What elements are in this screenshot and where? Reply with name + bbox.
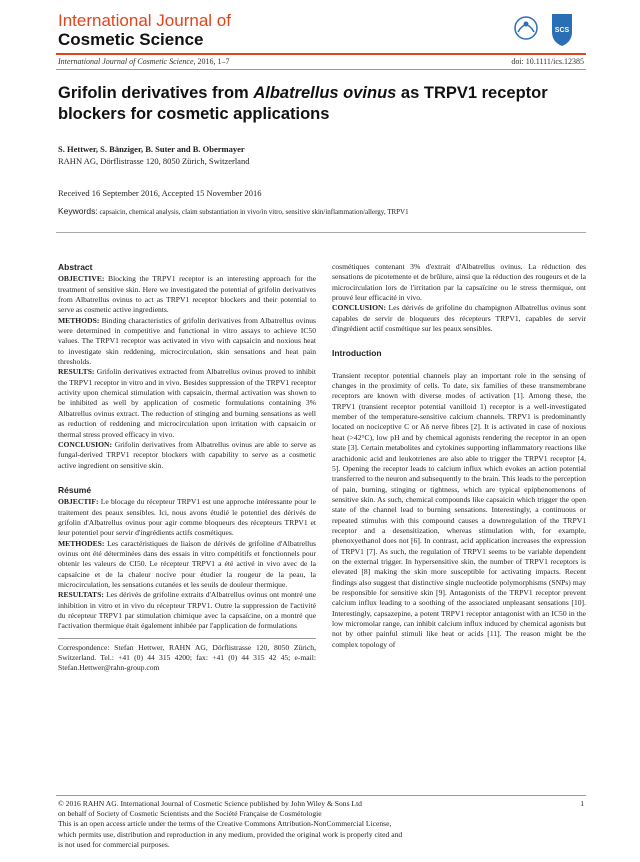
article-title — [58, 83, 578, 125]
resume-continued: cosmétiques contenant 3% d'extrait d'Albatrellus ovinus. La réduction des sensations de picotemente et de brûlure, ainsi que la réduction des rougeurs et de la microcirculation lors de l'irritation par la capsaïcine ou le stress thermique, ont prouvé leur efficacité in vivo. — [332, 262, 586, 303]
citation-rule — [56, 69, 586, 70]
title-part2: as TRPV1 receptor blockers for cosmetic applications — [58, 84, 548, 123]
footer-line4: which permits use, distribution and reproduction in any medium, provided the original work is properly cited and — [58, 829, 403, 839]
footer-line1: © 2016 RAHN AG. International Journal of Cosmetic Science published by John Wiley & Sons Ltd — [58, 799, 362, 808]
abstract-methods: METHODS: Binding characteristics of grifolin derivatives from Albatrellus ovinus were determined in competitive and functional in vitro assays to achieve IC50 values. The TRPV1 receptor was activated in vivo with capsaicin and noxious heat to investigate skin reddening, microcirculation, skin sensations and heat pain thresholds. — [58, 315, 316, 367]
resume-methodes: METHODES: Les caractéristiques de liaison de dérivés de grifoline d'Albatrellus ovinus ont été déterminées dans des essais in vitro compétitifs et fonctionnels pour obtenir les valeurs de CI50. Le récepteur TRPV1 a été activé in vivo avec de la capsaïcine et de la chaleur nocive pour étudier la rougeur de la peau, la microcirculation, les sensations cutanées et les seuils de douleur thermique. — [58, 538, 316, 589]
abstract-objective: OBJECTIVE: Blocking the TRPV1 receptor is an interesting approach for the treatment of sensitive skin. Here we investigated the potential of grifolin derivatives from Albatrellus ovinus to act as TRPV1 receptor blockers and their potential to serve as cosmetic active ingredients. — [58, 274, 316, 315]
introduction-heading: Introduction — [332, 348, 382, 359]
title-part1: Grifolin derivatives from — [58, 84, 254, 102]
scs-shield-icon — [552, 14, 572, 46]
introduction-text: Transient receptor potential channels play an important role in the sensing of changes in the proximity of cells. To date, six families of these transmembrane receptors are known with diverse modes of activation [1]. Among these, the TRPV1 (transient receptor potential vanilloid 1) receptor is a well-investigated member of the temperature-sensitive calcium channels. TRPV1 is predominantly located on nociceptive C or Aδ nerve fibres [2]. It is activated in case of noxious heat (>42°C), low pH and by chemical agonists rendering the receptor in an open state [3]. Certain metabolites and cytokines supporting inflammatory reactions like arachidonic acid and leukotrienes are also able to trigger the TRPV1 receptor [4, 5]. Opening the receptor leads to calcium influx which evokes an action potential transferred to the neuron and subsequently to the brain. This leads to the perception of pain, burning, stinging or tightness, which are typical epiphenomenons of sensitive skin. As such, chemical compounds like capsaicin which trigger the open state of the channel lead to burning sensations. Interestingly, a continuous or repeated stimulus with this compound causes a downregulation of the TRPV1 receptor and a desensitization, whereas stimulation with, for example, phenoxyethanol does not [6]. In contrast, acid application increases the expression of TRPV1 [7]. As such, the regulation of TRPV1 seems to be variable dependent on the external trigger. In hypersensitive skin, the number of TRPV1 receptors is elevated [8] making the skin more susceptible for activating impacts. Recent findings also suggest that distinctive single nucleotide polymorphisms (SNPs) may be responsible for sensitive skin [9]. Antagonists of the TRPV1 receptor prevent calcium influx leading to a soothing of the associated unpleasant sensations [10]. Interestingly, capsazepine, a potent TRPV1 receptor antagonist with an IC50 in the low micromolar range, can inhibit calcium influx induced by chemical agonists but not by other painful stimuli like heat or acids [11]. The reason might be the complex topology of — [332, 370, 586, 649]
citation-line — [58, 57, 230, 66]
resume-objectif: OBJECTIF: Le blocage du récepteur TRPV1 est une approche intéressante pour le traitement des peaux sensibles. Ici, nous avons étudié le potentiel des dérivés de grifolin d'Albatrellus ovinus pour agir comme bloqueurs des récepteurs TRPV1 et leur potentiel pour servir d'ingrédients actifs cosmétiques. — [58, 497, 316, 538]
right-column — [332, 262, 586, 650]
journal-name-line2: Cosmetic Science — [58, 30, 204, 49]
footer-line3: This is an open access article under the terms of the Creative Commons Attribution-NonCommercial License, — [58, 819, 392, 829]
copyright-footer — [58, 799, 558, 850]
abstract-conclusion: CONCLUSION: Grifolin derivatives from Albatrellus ovinus are able to serve as fungal-derived TRPV1 receptor blockers with capability to serve as a cosmetic active ingredient on sensitive skin. — [58, 439, 316, 470]
abstract-results: RESULTS: Grifolin derivatives extracted from Albatrellus ovinus proved to inhibit the TRPV1 receptor in vitro and in vivo. Besides suppression of the TRPV1 receptor activity upon chemical stimulation with capsaicin, thermal activation was shown to be inhibited as well by application of cosmetic formulations containing 3% Albatrellus ovinus extract. The reduction of stinging and burning sensations as well as reduction of reddening and microcirculation upon irritation with capsaicin or thermal stress proved efficacy in vivo. — [58, 367, 316, 439]
doi[interactable]: doi: 10.1111/ics.12385 — [511, 57, 584, 66]
publisher-logos — [496, 8, 586, 48]
keywords-label: Keywords: — [58, 206, 98, 216]
affiliation: RAHN AG, Dörflistrasse 120, 8050 Zürich, Switzerland — [58, 156, 250, 166]
resume-heading: Résumé — [58, 484, 92, 495]
keywords-rule — [56, 232, 586, 233]
correspondence-rule — [58, 638, 316, 639]
citation-year-pages: , 2016, 1–7 — [193, 57, 230, 66]
abstract-heading: Abstract — [58, 262, 93, 272]
resume-resultats: RESULTATS: Les dérivés de grifoline extraits d'Albatrellus ovinus ont montré une inhibition in vitro et in vivo du récepteur TRPV1. Outre la suppression de l'activité du récepteur TRPV1 par stimulation chimique avec la capsaïcine, on a montré que l'activation thermique était également inhibée par l'application de formulations — [58, 590, 316, 631]
footer-rule — [56, 795, 586, 796]
resume-conclusion: CONCLUSION: Les dérivés de grifoline du champignon Albatrellus ovinus sont capables de servir de bloqueurs des récepteurs TRPV1, capables de servir d'ingrédient actif cosmétique sur les peaux sensibles. — [332, 303, 586, 334]
ifscc-logo-icon — [515, 17, 537, 39]
keywords — [58, 206, 588, 216]
header-rule — [56, 53, 586, 55]
keywords-text: capsaicin, chemical analysis, claim substantiation in vivo/in vitro, sensitive skin/inflammation/allergy, TRPV1 — [97, 208, 409, 216]
page-number: 1 — [580, 799, 584, 808]
title-species: Albatrellus ovinus — [253, 84, 397, 102]
correspondence: Correspondence: Stefan Hettwer, RAHN AG, Dörflistrasse 120, 8050 Zürich, Switzerland. Tel.: +41 (0) 44 315 4200; fax: +41 (0) 44 315 42 45; e-mail: Stefan.Hettwer@rahn-group.com — [58, 642, 316, 673]
footer-line5: is not used for commercial purposes. — [58, 839, 170, 849]
authors: S. Hettwer, S. Bänziger, B. Suter and B. Obermayer — [58, 144, 245, 154]
left-column — [58, 262, 316, 673]
received-dates: Received 16 September 2016, Accepted 15 November 2016 — [58, 188, 262, 198]
citation-journal: International Journal of Cosmetic Science — [58, 57, 194, 66]
journal-name-line1: International Journal of — [58, 11, 231, 30]
scs-logo-text: SCS — [554, 27, 570, 34]
footer-line2: on behalf of Society of Cosmetic Scientists and the Société Française de Cosmétologie — [58, 809, 322, 819]
journal-name — [58, 11, 231, 49]
